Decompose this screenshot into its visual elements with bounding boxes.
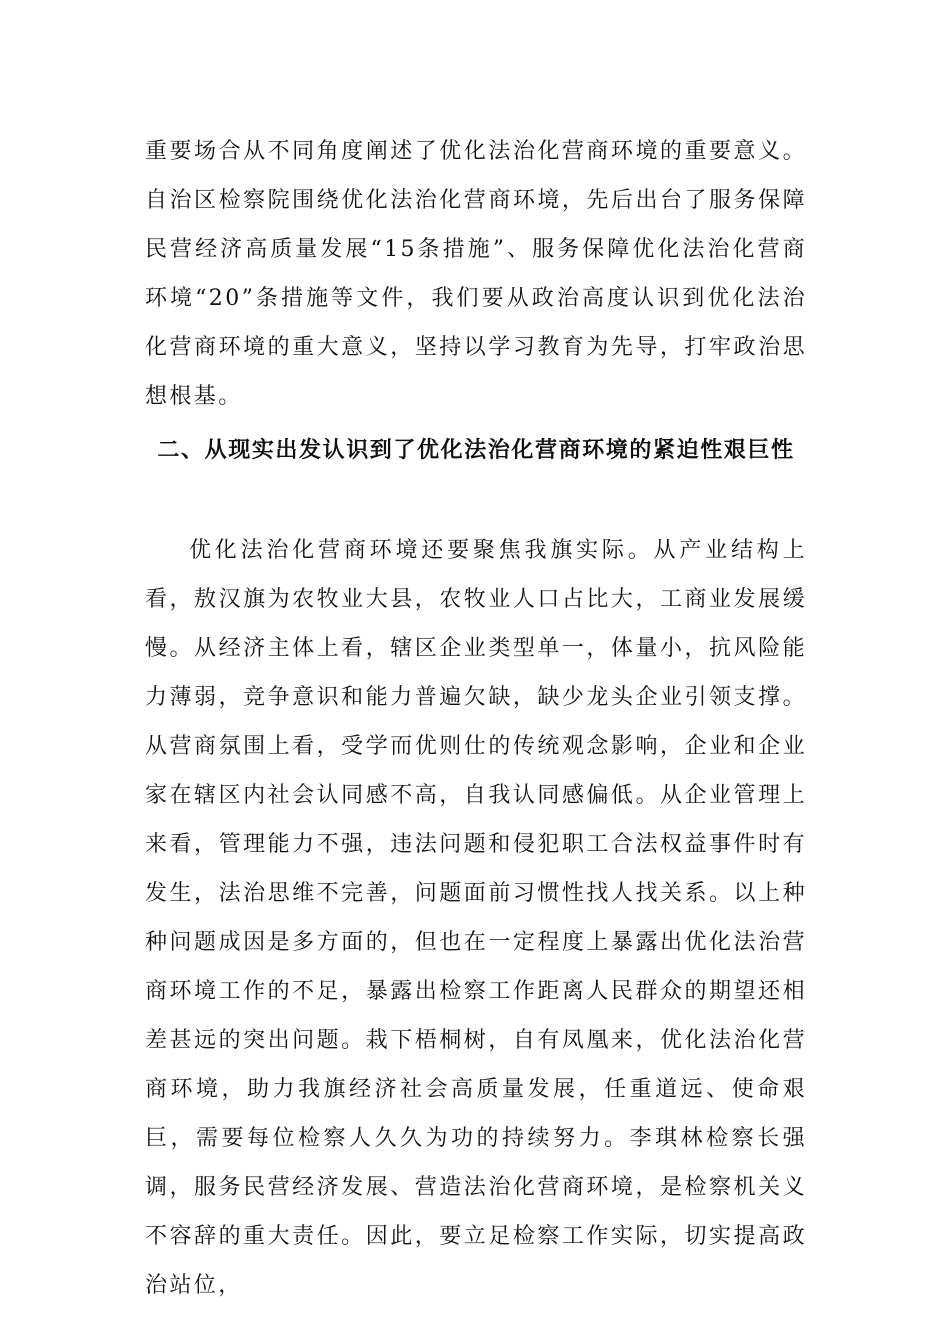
body-paragraph-2: 优化法治化营商环境还要聚焦我旗实际。从产业结构上看，敖汉旗为农牧业大县，农牧业人口占比大，工商业发展缓慢。从经济主体上看，辖区企业类型单一，体量小，抗风险能力薄弱，竞争意识和能力普遍欠缺，缺少龙头企业引领支撑。从营商氛围上看，受学而优则仕的传统观念影响，企业和企业家在辖区内社会认同感不高，自我认同感偏低。从企业管理上来看，管理能力不强，违法问题和侵犯职工合法权益事件时有发生，法治思维不完善，问题面前习惯性找人找关系。以上种种问题成因是多方面的，但也在一定程度上暴露出优化法治营商环境工作的不足，暴露出检察工作距离人民群众的期望还相差甚远的突出问题。栽下梧桐树，自有凤凰来，优化法治化营商环境，助力我旗经济社会高质量发展，任重道远、使命艰巨，需要每位检察人久久为功的持续努力。李琪林检察长强调，服务民营经济发展、营造法治化营商环境，是检察机关义不容辞的重大责任。因此，要立足检察工作实际，切实提高政治站位， xyxy=(145,538,807,1298)
section-heading: 二、从现实出发认识到了优化法治化营商环境的紧迫性艰巨性 xyxy=(157,438,795,463)
body-paragraph-1: 重要场合从不同角度阐述了优化法治化营商环境的重要意义。自治区检察院围绕优化法治化营商环境，先后出台了服务保障民营经济高质量发展“15条措施”、服务保障优化法治化营商环境“20”条措施等文件，我们要从政治高度认识到优化法治化营商环境的重大意义，坚持以学习教育为先导，打牢政治思想根基。 xyxy=(145,139,807,409)
